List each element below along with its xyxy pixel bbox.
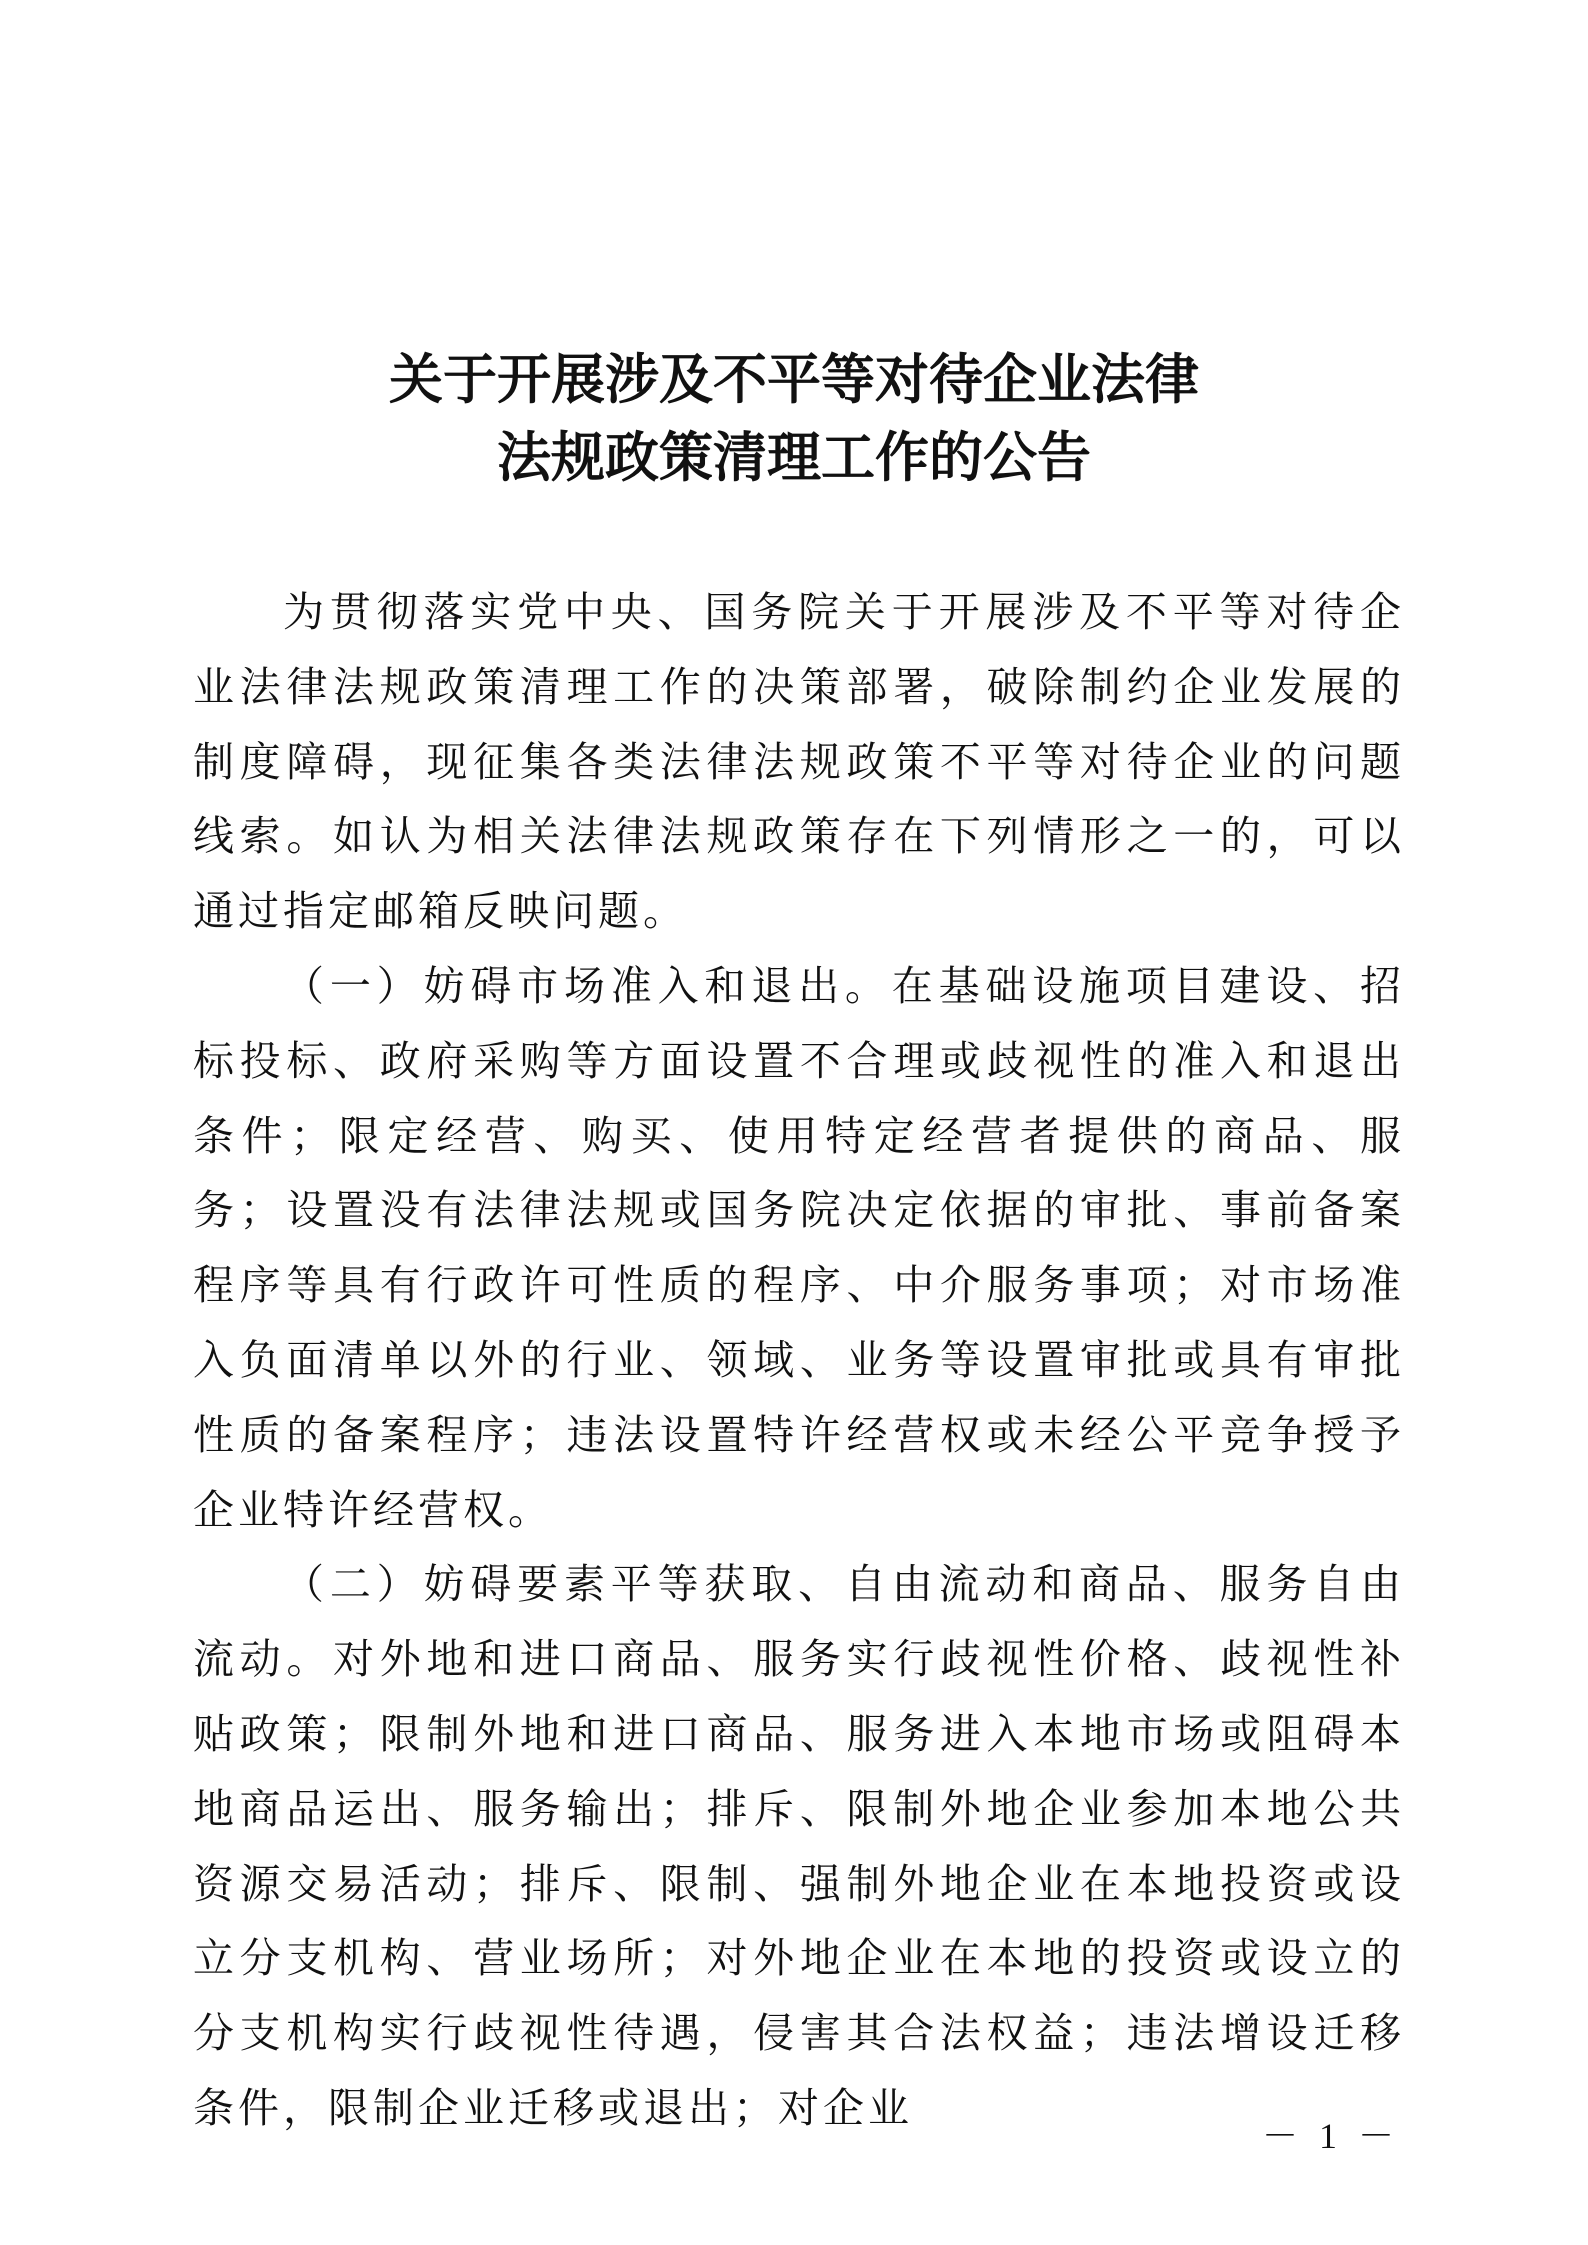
section-2-heading: （二）妨碍要素平等获取、自由流动和商品、服务自由流动。 (193, 1560, 1405, 1684)
section-1-text: 在基础设施项目建设、招标投标、政府采购等方面设置不合理或歧视性的准入和退出条件；限定经营、购买、使用特定经营者提供的商品、服务；设置没有法律法规或国务院决定依据的审批、事前备案程序等具有行政许可性质的程序、中介服务事项；对市场准入负面清单以外的行业、领域、业务等设置审批或具有审批性质的备案程序；违法设置特许经营权或未经公平竞争授予企业特许经营权。 (193, 961, 1406, 1534)
section-1-paragraph (193, 949, 1405, 1547)
title-line-1: 关于开展涉及不平等对待企业法律 (389, 347, 1199, 411)
document-title (190, 340, 1398, 496)
page-number: － 1 － (1261, 2116, 1400, 2156)
paragraph-text: 为贯彻落实党中央、国务院关于开展涉及不平等对待企业法律法规政策清理工作的决策部署，破除制约企业发展的制度障碍，现征集各类法律法规政策不平等对待企业的问题线索。如认为相关法律法规政策存在下列情形之一的，可以通过指定邮箱反映问题。 (193, 588, 1405, 936)
section-1-heading: （一）妨碍市场准入和退出。 (283, 961, 892, 1010)
section-2-text: 对外地和进口商品、服务实行歧视性价格、歧视性补贴政策；限制外地和进口商品、服务进入本地市场或阻碍本地商品运出、服务输出；排斥、限制外地企业参加本地公共资源交易活动；排斥、限制、强制外地企业在本地投资或设立分支机构、营业场所；对外地企业在本地的投资或设立的分支机构实行歧视性待遇，侵害其合法权益；违法增设迁移条件，限制企业迁移或退出；对企业 (193, 1635, 1406, 2132)
section-2-paragraph (193, 1547, 1405, 2145)
title-line-2: 法规政策清理工作的公告 (497, 425, 1091, 489)
document-body (193, 575, 1405, 2146)
intro-paragraph (193, 575, 1405, 949)
